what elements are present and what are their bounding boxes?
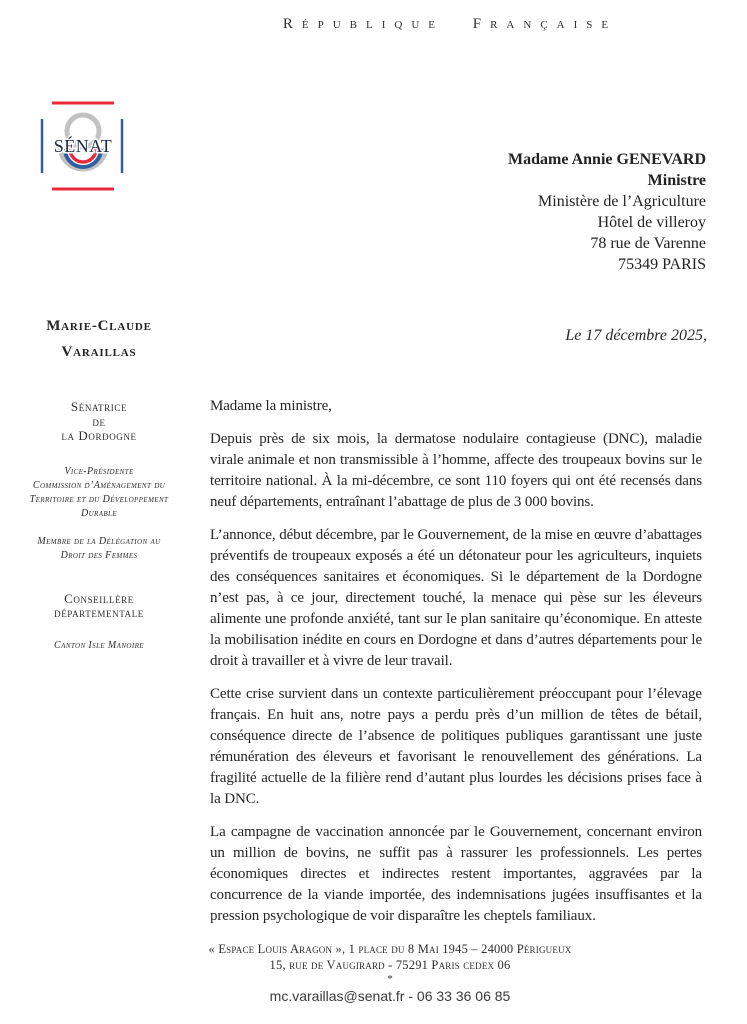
recipient-address-line: Hôtel de villeroy [597,214,706,231]
footer-address-2: 15, rue de Vaugirard - 75291 Paris cedex 06 [269,958,511,972]
date-line: Le 17 décembre 2025, [565,327,707,344]
sender-name [9,313,189,365]
sender-roles-sidebar [7,400,191,653]
body-paragraph: Depuis près de six mois, la dermatose nodulaire contagieuse (DNC), maladie virale animale et non transmissible à l’homme, affecte des troupeaux bovins sur le territoire national. À la mi-décembre, ce sont 110 foyers qui ont été recensés dans neuf départements, entraînant l’abattage de plus de 3 000 bovins. [210,431,702,510]
footer-contact: mc.varaillas@senat.fr - 06 33 36 06 85 [269,988,511,1004]
republique-francaise-heading: République Française [282,16,618,32]
recipient-block [386,149,706,275]
sidebar-role-senatrice: Sénatrice de la Dordogne [61,399,137,443]
recipient-address-line: 78 rue de Varenne [590,235,706,252]
salutation: Madame la ministre, [210,398,332,414]
body-paragraph: Cette crise survient dans un contexte particulièrement préoccupant pour l’élevage français. En huit ans, notre pays a perdu près d’un million de têtes de bétail, conséquence directe de l’absence de politiques publiques garantissant une juste rémunération des éleveurs et favorisant le renouvellement des générations. La fragilité actuelle de la filière rend d’autant plus lourdes les décisions prises face à la DNC. [210,686,702,807]
recipient-address-line: Ministère de l’Agriculture [538,193,706,210]
senat-logo [39,100,125,192]
body-paragraph: La campagne de vaccination annoncée par le Gouvernement, concernant environ un million de bovins, ne suffit pas à rassurer les professionnels. Les pertes économiques directes et indirectes restent importantes, aggravées par la concurrence de la viande importée, des indemnisations jugées insuffisantes et la pression psychologique de voir disparaître les cheptels familiaux. [210,824,702,924]
body-paragraph: L’annonce, début décembre, par le Gouvernement, de la mise en œuvre d’abattages préventifs de troupeaux exposés a été un détonateur pour les agriculteurs, inquiets des conséquences sanitaires et économiques. Si le département de la Dordogne n’est pas, à ce jour, directement touché, la menace qui pèse sur les éleveurs alimente une profonde anxiété, tant sur le plan sanitaire qu’économique. En atteste la mobilisation inédite en cours en Dordogne et dans d’autres départements pour le droit à travailler et à vivre de leur travail. [210,527,702,669]
recipient-address-line: 75349 PARIS [618,256,706,273]
sidebar-role-canton: Canton Isle Manoire [54,639,144,651]
letter-footer [140,941,640,1005]
senat-logo-graphic [39,100,125,192]
sidebar-role-membre-delegation: Membre de la Délégation au Droit des Femmes [37,535,161,561]
recipient-title: Ministre [647,172,706,189]
sidebar-role-vice-presidente: Vice-Présidente Commission d’Aménagement du Territoire et du Développement Durable [29,465,169,519]
recipient-name: Madame Annie GENEVARD [508,151,706,168]
sidebar-role-conseillere: Conseillère départementale [54,590,144,620]
letter-body [210,396,702,927]
footer-separator: * [387,973,393,985]
sender-last-name: Varaillas [61,344,137,360]
footer-address-1: « Espace Louis Aragon », 1 place du 8 Mai 1945 – 24000 Périgueux [208,942,572,956]
sender-first-name: Marie-Claude [46,318,152,334]
logo-wordmark: SÉNAT [53,136,113,156]
